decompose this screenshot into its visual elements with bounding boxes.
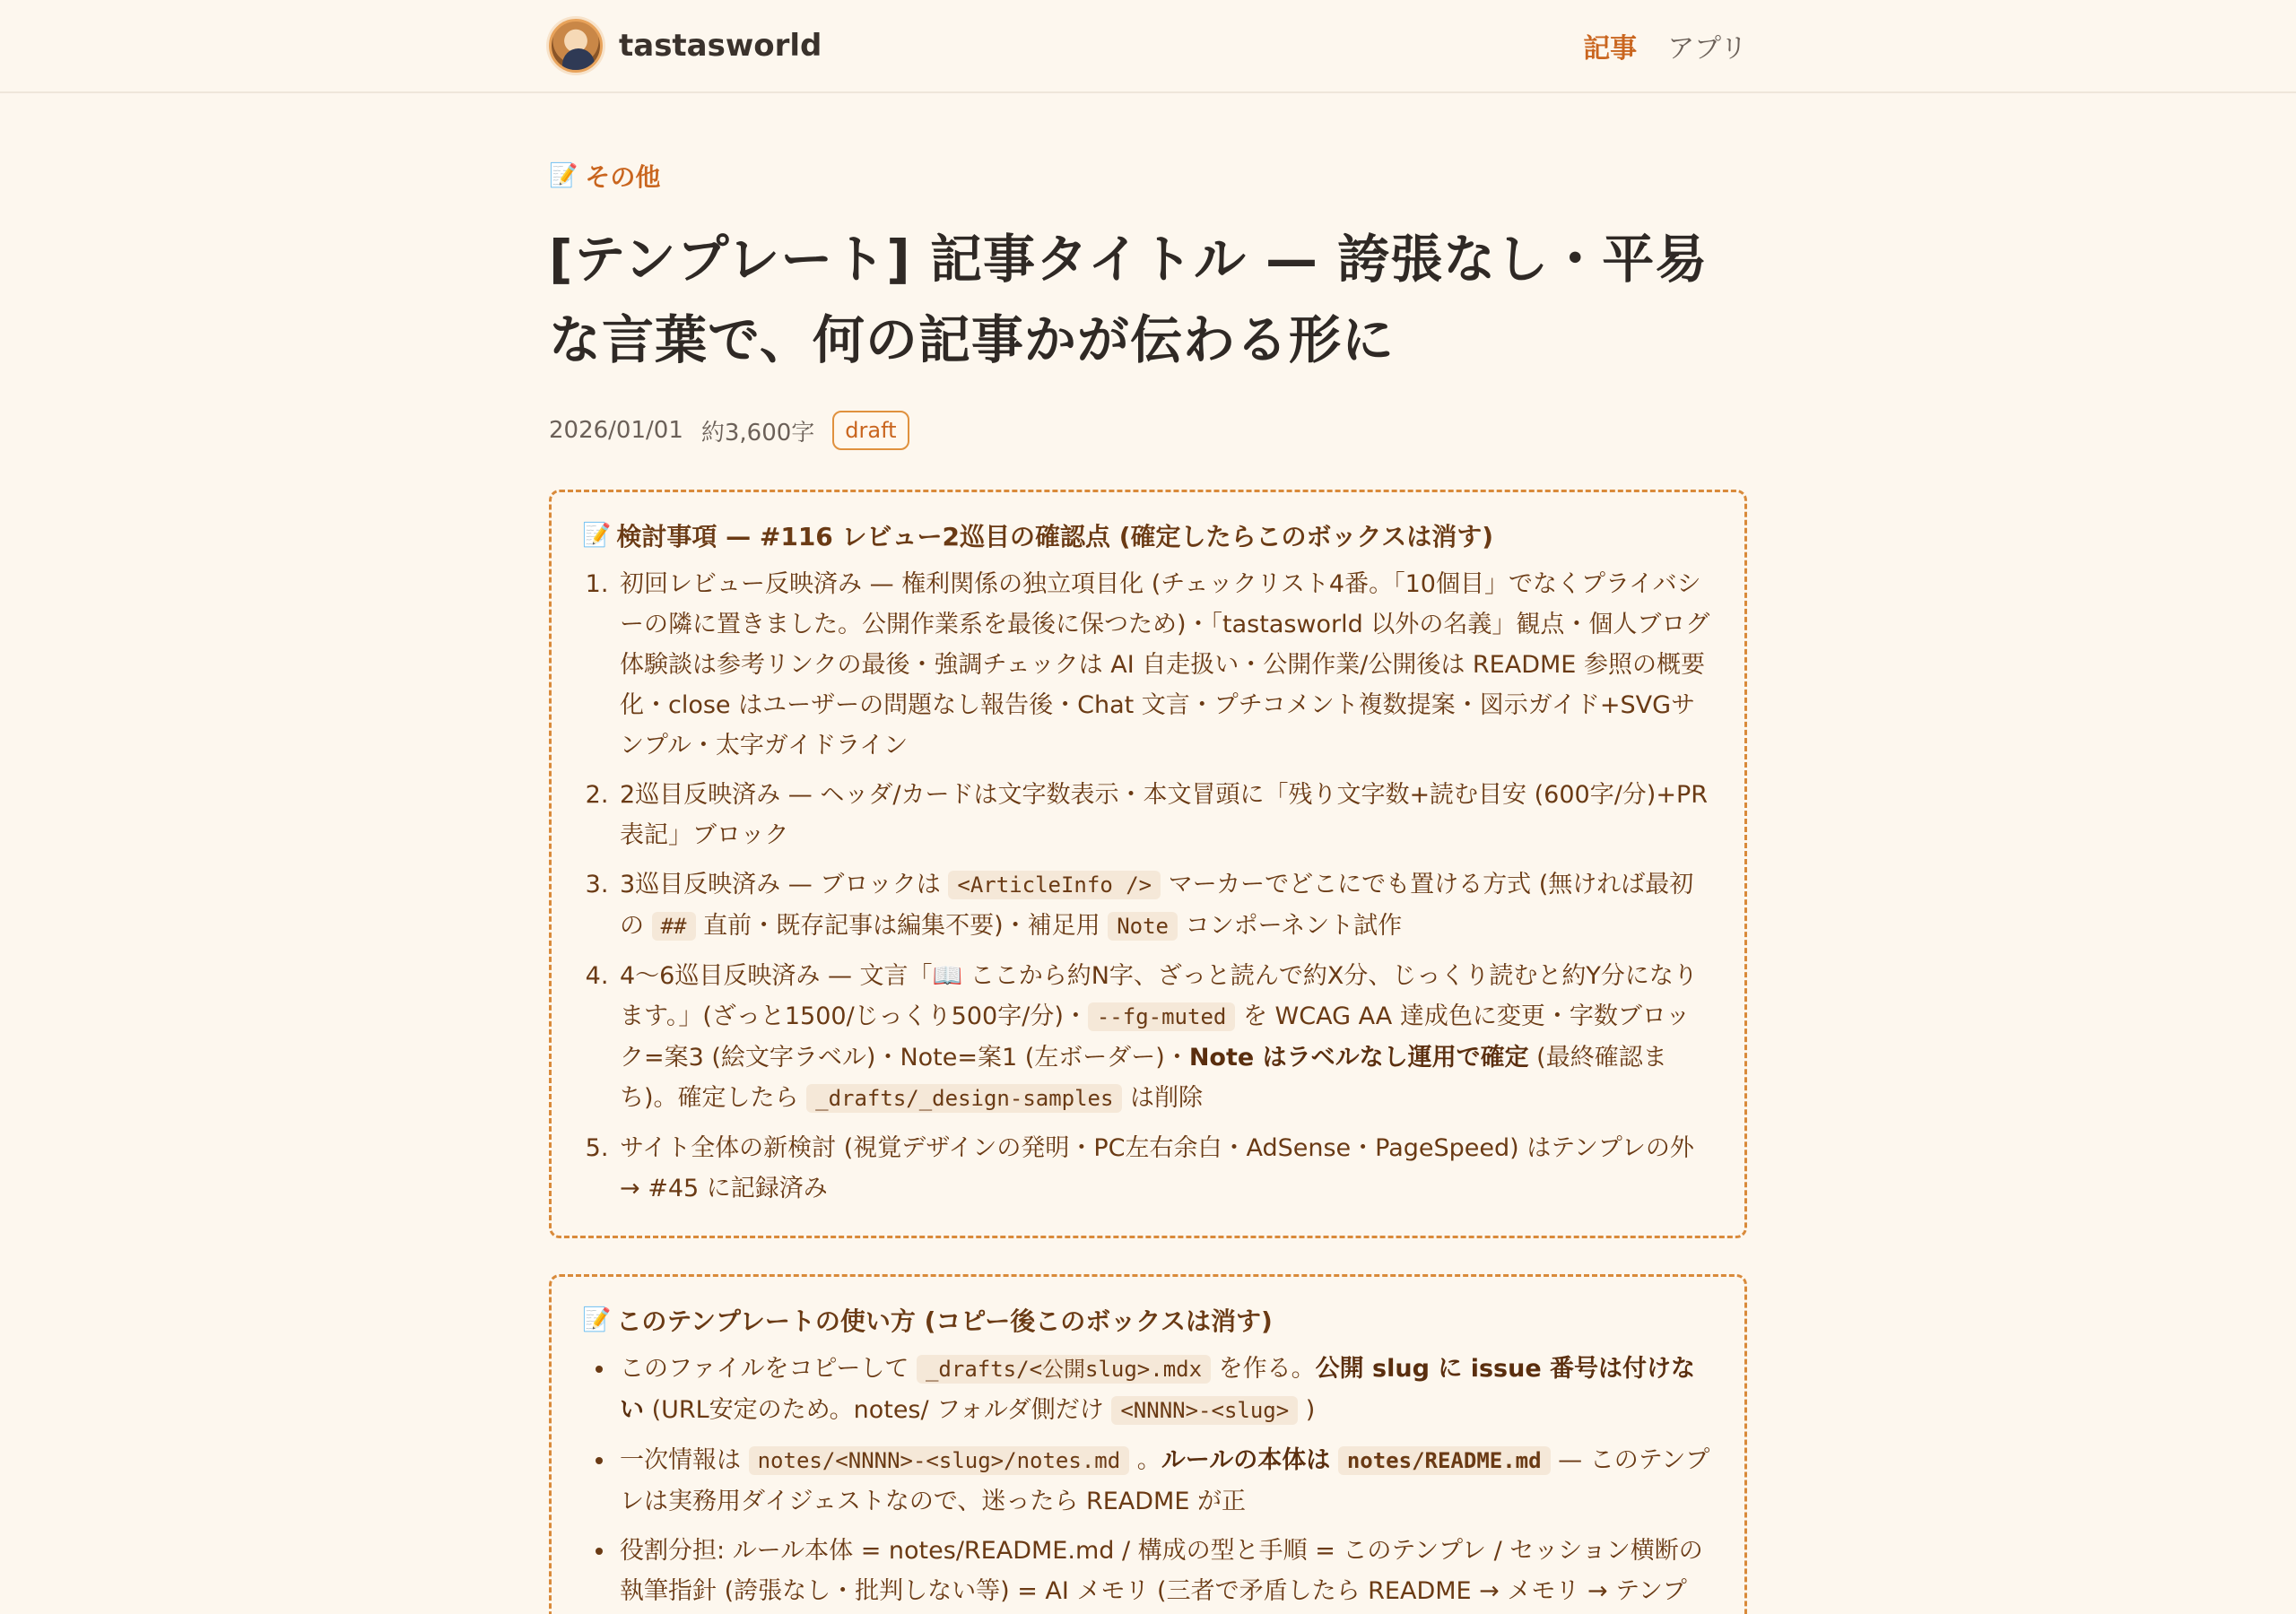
list-text: 一次情報は xyxy=(620,1446,749,1474)
status-badge: draft xyxy=(832,411,909,450)
list-text: 2巡目反映済み — ヘッダ/カードは文字数表示・本文冒頭に「残り文字数+読む目安 (600字/分)+PR表記」ブロック xyxy=(620,781,1709,849)
list-text: 直前・既存記事は編集不要)・補足用 xyxy=(695,912,1109,940)
list-text: 役割分担: ルール本体 = notes/README.md / 構成の型と手順 = このテンプレ / セッション横断の執筆指針 (誇張なし・批判しない等) = AI メモリ (三者で矛盾したら README → メモリ → テンプ xyxy=(620,1537,1703,1605)
list-text: を作る。 xyxy=(1211,1355,1316,1383)
nav-articles[interactable]: 記事 xyxy=(1583,33,1638,65)
list-text: マーカーでどこにでも置ける方式 (無ければ最初の xyxy=(620,871,1694,940)
inline-code: <ArticleInfo /> xyxy=(948,871,1161,899)
header-inner xyxy=(549,0,1747,91)
list-text: 。 xyxy=(1129,1446,1161,1474)
avatar xyxy=(549,19,603,73)
list-item xyxy=(616,864,1712,947)
bold-text: Note はラベルなし運用で確定 xyxy=(1188,1044,1529,1072)
review-heading-text: 検討事項 — #116 レビュー2巡目の確認点 (確定したらこのボックスは消す) xyxy=(616,522,1494,551)
list-item xyxy=(616,1440,1712,1522)
list-item xyxy=(616,1128,1712,1209)
page-title: [テンプレート] 記事タイトル — 誇張なし・平易な言葉で、何の記事かが伝わる形に xyxy=(549,229,1709,370)
brand-name: tastasworld xyxy=(619,28,822,64)
inline-code: --fg-muted xyxy=(1088,1002,1236,1031)
inline-code: _drafts/_design-samples xyxy=(806,1084,1122,1113)
memo-icon: 📝 xyxy=(582,1306,612,1333)
nav-apps[interactable]: アプリ xyxy=(1667,33,1747,65)
list-item xyxy=(616,775,1712,855)
list-text: サイト全体の新検討 (視覚デザインの発明・PC左右余白・AdSense・PageSpeed) はテンプレの外 → #45 に記録済み xyxy=(620,1134,1694,1202)
list-text: 初回レビュー反映済み — 権利関係の独立項目化 (チェックリスト4番。「10個目」でなくプライバシーの隣に置きました。公開作業系を最後に保つため)・「tastasworld 以外の名義」観点・個人ブログ体験談は参考リンクの最後・強調チェックは AI 自走扱い・公開作業/公開後は README 参照の概要化・close はユーザーの問題なし報告後・Chat 文言・プチコメント複数提案・図示ガイド+SVGサンプル・太字ガイドライン xyxy=(620,570,1710,759)
list-text: コンポーネント試作 xyxy=(1178,912,1403,940)
usage-note-heading xyxy=(582,1302,1712,1338)
list-item xyxy=(616,1349,1712,1431)
category-label: その他 xyxy=(585,162,661,192)
list-text: は削除 xyxy=(1122,1084,1204,1112)
list-item xyxy=(616,564,1712,766)
site-header xyxy=(0,0,2296,93)
article-main xyxy=(549,93,1747,1614)
list-text: 4〜6巡目反映済み — 文言「📖 ここから約N字、ざっと読んで約X分、じっくり読むと約Y分になります。」(ざっと1500/じっくり500字/分)・ xyxy=(620,962,1698,1030)
memo-icon: 📝 xyxy=(582,522,612,549)
review-note-box xyxy=(549,490,1747,1238)
list-item xyxy=(616,1531,1712,1611)
review-note-heading xyxy=(582,517,1712,553)
list-text: を WCAG AA 達成色に変更・字数ブロック=案3 (絵文字ラベル)・Note=案1 (左ボーダー)・ xyxy=(620,1002,1691,1072)
inline-code: Note xyxy=(1108,912,1178,941)
inline-code: ## xyxy=(652,912,696,941)
inline-code: _drafts/<公開slug>.mdx xyxy=(917,1355,1211,1384)
list-text: ) xyxy=(1298,1396,1316,1424)
bold-text: 公開 slug に issue 番号は付けない xyxy=(620,1355,1696,1424)
inline-code: notes/<NNNN>-<slug>/notes.md xyxy=(749,1446,1130,1475)
review-list xyxy=(582,564,1712,1209)
memo-icon: 📝 xyxy=(549,162,578,189)
list-item xyxy=(616,956,1712,1119)
char-count: 約3,600字 xyxy=(700,419,815,447)
list-text: — このテンプレは実務用ダイジェストなので、迷ったら README が正 xyxy=(620,1446,1710,1515)
main-nav xyxy=(1583,26,1747,65)
category-link[interactable] xyxy=(549,158,1747,194)
list-text: (最終確認まち)。確定したら xyxy=(620,1044,1667,1112)
inline-code: <NNNN>-<slug> xyxy=(1111,1396,1298,1425)
usage-list xyxy=(582,1349,1712,1611)
brand-link[interactable] xyxy=(549,19,822,73)
bold-text: ルールの本体は xyxy=(1161,1446,1331,1474)
list-text: 3巡目反映済み — ブロックは xyxy=(620,871,949,898)
list-text: (URL安定のため。notes/ フォルダ側だけ xyxy=(644,1396,1112,1424)
usage-note-box xyxy=(549,1274,1747,1614)
publish-date: 2026/01/01 xyxy=(549,417,683,444)
inline-code: notes/README.md xyxy=(1338,1446,1551,1475)
usage-heading-text: このテンプレートの使い方 (コピー後このボックスは消す) xyxy=(616,1306,1273,1336)
list-text: このファイルをコピーして xyxy=(620,1355,917,1383)
article-meta xyxy=(549,411,1747,450)
